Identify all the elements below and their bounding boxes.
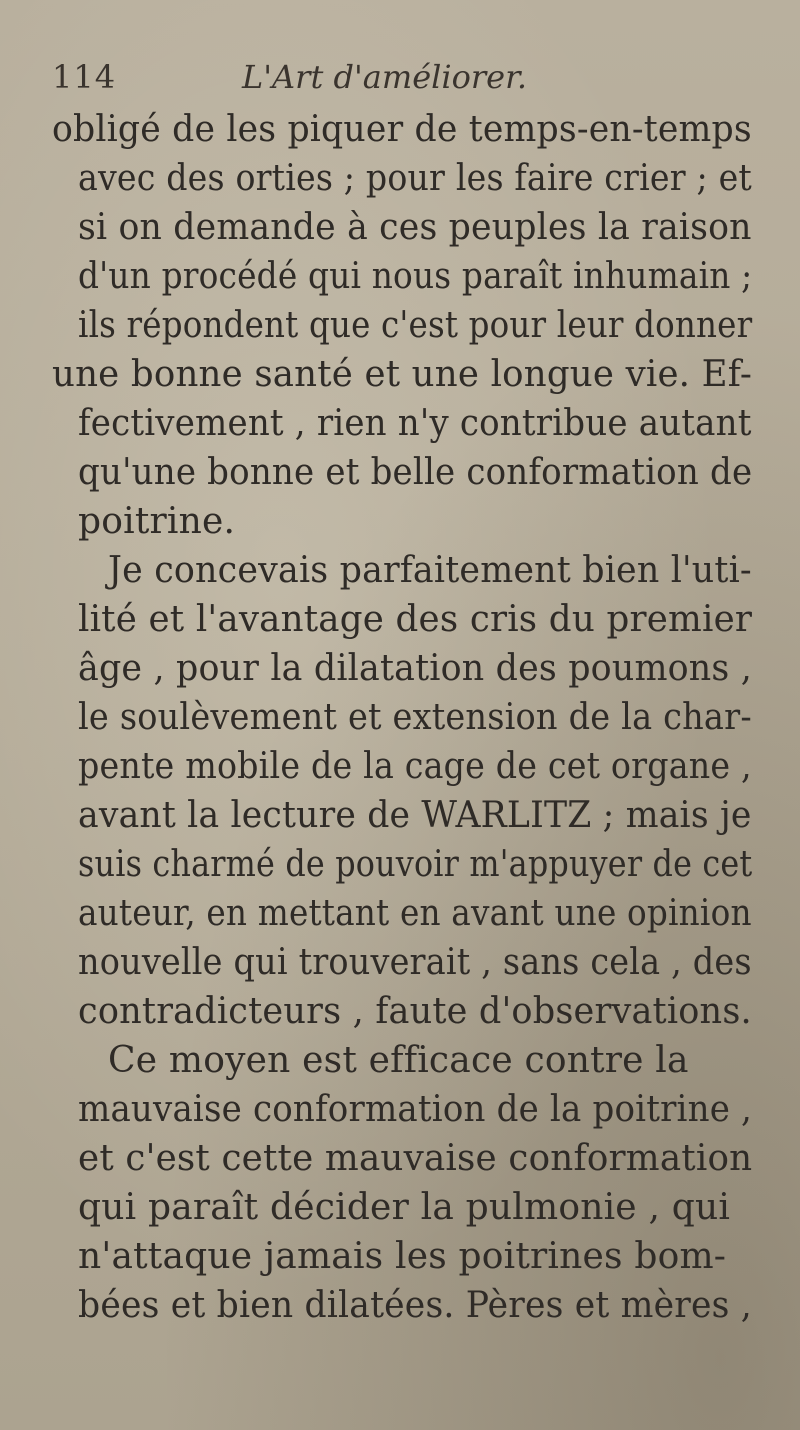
page-number: 114 xyxy=(52,58,117,96)
text-line: n'attaque jamais les poitrines bom- xyxy=(78,1236,727,1277)
text-line: ils répondent que c'est pour leur donner xyxy=(78,305,753,346)
text-line: nouvelle qui trouverait , sans cela , des xyxy=(78,942,752,983)
page-header xyxy=(52,58,612,108)
text-line: une bonne santé et une longue vie. Ef- xyxy=(52,354,753,395)
text-line: mauvaise conformation de la poitrine , xyxy=(78,1089,753,1130)
text-line: contradicteurs , faute d'observations. xyxy=(78,991,752,1032)
running-title: L'Art d'améliorer. xyxy=(242,58,528,96)
text-line: auteur, en mettant en avant une opinion xyxy=(78,893,752,934)
text-line: avec des orties ; pour les faire crier ; et xyxy=(78,158,752,199)
text-line: bées et bien dilatées. Pères et mères , xyxy=(78,1285,752,1326)
text-line: Je concevais parfaitement bien l'uti- xyxy=(108,550,752,591)
text-line: âge , pour la dilatation des poumons , xyxy=(78,648,752,689)
text-line: fectivement , rien n'y contribue autant xyxy=(78,403,752,444)
text-line: suis charmé de pouvoir m'appuyer de cet xyxy=(78,844,753,885)
text-line: poitrine. xyxy=(78,501,236,542)
text-line: et c'est cette mauvaise conformation xyxy=(78,1138,753,1179)
text-line: le soulèvement et extension de la char- xyxy=(78,697,752,738)
text-line: d'un procédé qui nous paraît inhumain ; xyxy=(78,256,753,297)
text-line: qui paraît décider la pulmonie , qui xyxy=(78,1187,731,1228)
text-line: pente mobile de la cage de cet organe , xyxy=(78,746,752,787)
text-line: lité et l'avantage des cris du premier xyxy=(78,599,753,640)
text-line: obligé de les piquer de temps-en-temps xyxy=(52,109,752,150)
text-line: si on demande à ces peuples la raison xyxy=(78,207,752,248)
text-line: qu'une bonne et belle conformation de xyxy=(78,452,753,493)
text-line: avant la lecture de WARLITZ ; mais je xyxy=(78,795,752,836)
text-line: Ce moyen est efficace contre la xyxy=(108,1040,689,1081)
